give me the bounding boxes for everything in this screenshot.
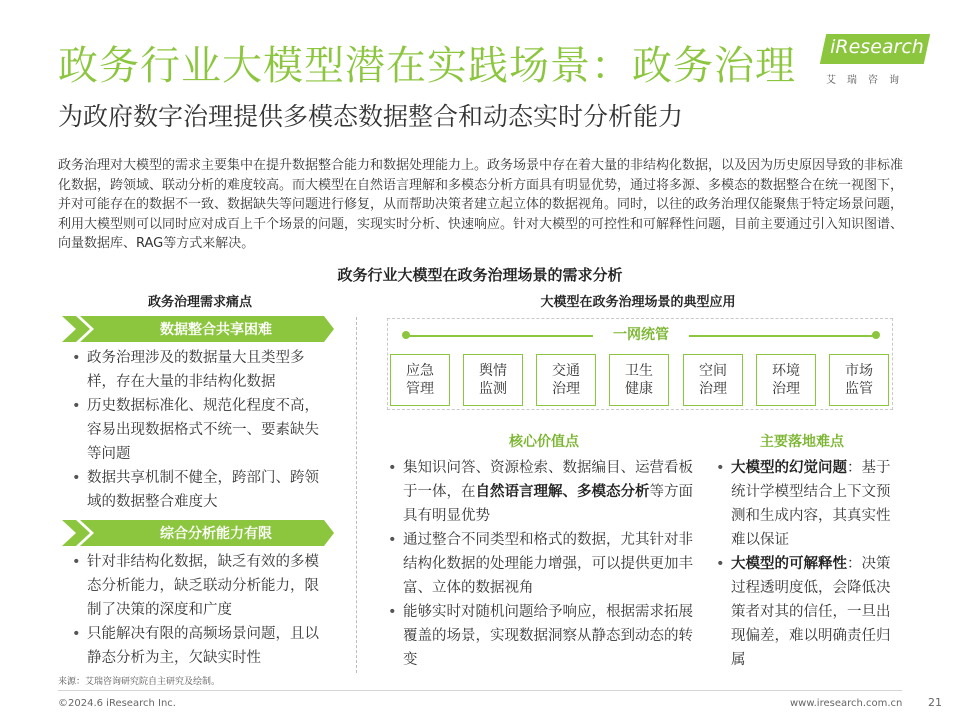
- pain-banner-label: 数据整合共享困难: [160, 322, 272, 338]
- website-link[interactable]: www.iresearch.com.cn: [790, 698, 903, 709]
- pain-banner-label: 综合分析能力有限: [160, 526, 272, 542]
- core-value-heading: 核心价值点: [509, 434, 579, 450]
- app-health: 卫生 健康: [609, 354, 669, 406]
- app-emergency-management: 应急 管理: [390, 354, 450, 406]
- core-value-list: [384, 456, 704, 672]
- pain2-list: [68, 550, 332, 670]
- pain-banner-analysis: [62, 520, 334, 546]
- pain-banner-data-sharing: [62, 316, 334, 342]
- app-market-supervision: 市场 监管: [829, 354, 889, 406]
- unified-management-label: 一网统管: [593, 324, 689, 344]
- app-spatial-governance: 空间 治理: [683, 354, 743, 406]
- list-item: • 政务治理涉及的数据量大且类型多样，存在大量的非结构化数据: [68, 346, 332, 394]
- list-item: • 针对非结构化数据，缺乏有效的多模态分析能力，缺乏联动分析能力，限制了决策的深度和广度: [68, 550, 332, 622]
- footer-divider: [58, 690, 902, 691]
- app-environment-governance: 环境 治理: [756, 354, 816, 406]
- column-divider: [356, 317, 357, 673]
- list-item: • 大模型的幻觉问题：基于统计学模型结合上下文预测和生成内容，其真实性难以保证: [712, 456, 892, 552]
- pain-points-heading: 政务治理需求痛点: [147, 295, 252, 310]
- list-item: • 数据共享机制不健全，跨部门、跨领域的数据整合难度大: [68, 466, 332, 514]
- difficulty-list: [712, 456, 892, 672]
- logo: iResearch: [830, 36, 924, 58]
- page-title: 政务行业大模型潜在实践场景：政务治理: [58, 43, 796, 89]
- page-subtitle: 为政府数字治理提供多模态数据整合和动态实时分析能力: [58, 102, 684, 131]
- logo-subtitle: 艾瑞咨询: [826, 75, 910, 86]
- list-item: • 通过整合不同类型和格式的数据，尤其针对非结构化数据的处理能力增强，可以提供更加丰富、立体的数据视角: [384, 528, 704, 600]
- difficulty-heading: 主要落地难点: [760, 434, 844, 450]
- list-item: • 只能解决有限的高频场景问题，且以静态分析为主，欠缺实时性: [68, 622, 332, 670]
- list-item: • 大模型的可解释性：决策过程透明度低，会降低决策者对其的信任，一旦出现偏差，难以明确责任归属: [712, 552, 892, 672]
- copyright: ©2024.6 iResearch Inc.: [58, 698, 176, 709]
- app-public-opinion-monitoring: 舆情 监测: [463, 354, 523, 406]
- app-traffic-governance: 交通 治理: [536, 354, 596, 406]
- list-item: • 历史数据标准化、规范化程度不高，容易出现数据格式不统一、要素缺失等问题: [68, 394, 332, 466]
- pain1-list: [68, 346, 332, 514]
- source-note: 来源：艾瑞咨询研究院自主研究及绘制。: [58, 677, 221, 687]
- page-number: 21: [928, 696, 942, 709]
- intro-paragraph: 政务治理对大模型的需求主要集中在提升数据整合能力和数据处理能力上。政务场景中存在着大量的非结构化数据，以及因为历史原因导致的非标准化数据，跨领域、联动分析的难度较高。而大模型在自然语言理解和多模态分析方面具有明显优势，通过将多源、多模态的数据整合在统一视图下，并对可能存在的数据不一致、数据缺失等问题进行修复，从而帮助决策者建立起立体的数据视角。同时，以往的政务治理仅能聚焦于特定场景问题，利用大模型则可以同时应对成百上千个场景的问题，实现实时分析、快速响应。针对大模型的可控性和可解释性问题，目前主要通过引入知识图谱、向量数据库、RAG等方式来解决。: [58, 158, 904, 252]
- diagram-title: 政务行业大模型在政务治理场景的需求分析: [337, 266, 623, 284]
- list-item: • 集知识问答、资源检索、数据编目、运营看板于一体，在自然语言理解、多模态分析等方面具有明显优势: [384, 456, 704, 528]
- connector-dot: [872, 331, 880, 339]
- list-item: • 能够实时对随机问题给予响应，根据需求拓展覆盖的场景，实现数据洞察从静态到动态的转变: [384, 600, 704, 672]
- applications-heading: 大模型在政务治理场景的典型应用: [540, 295, 736, 310]
- connector-dot: [402, 331, 410, 339]
